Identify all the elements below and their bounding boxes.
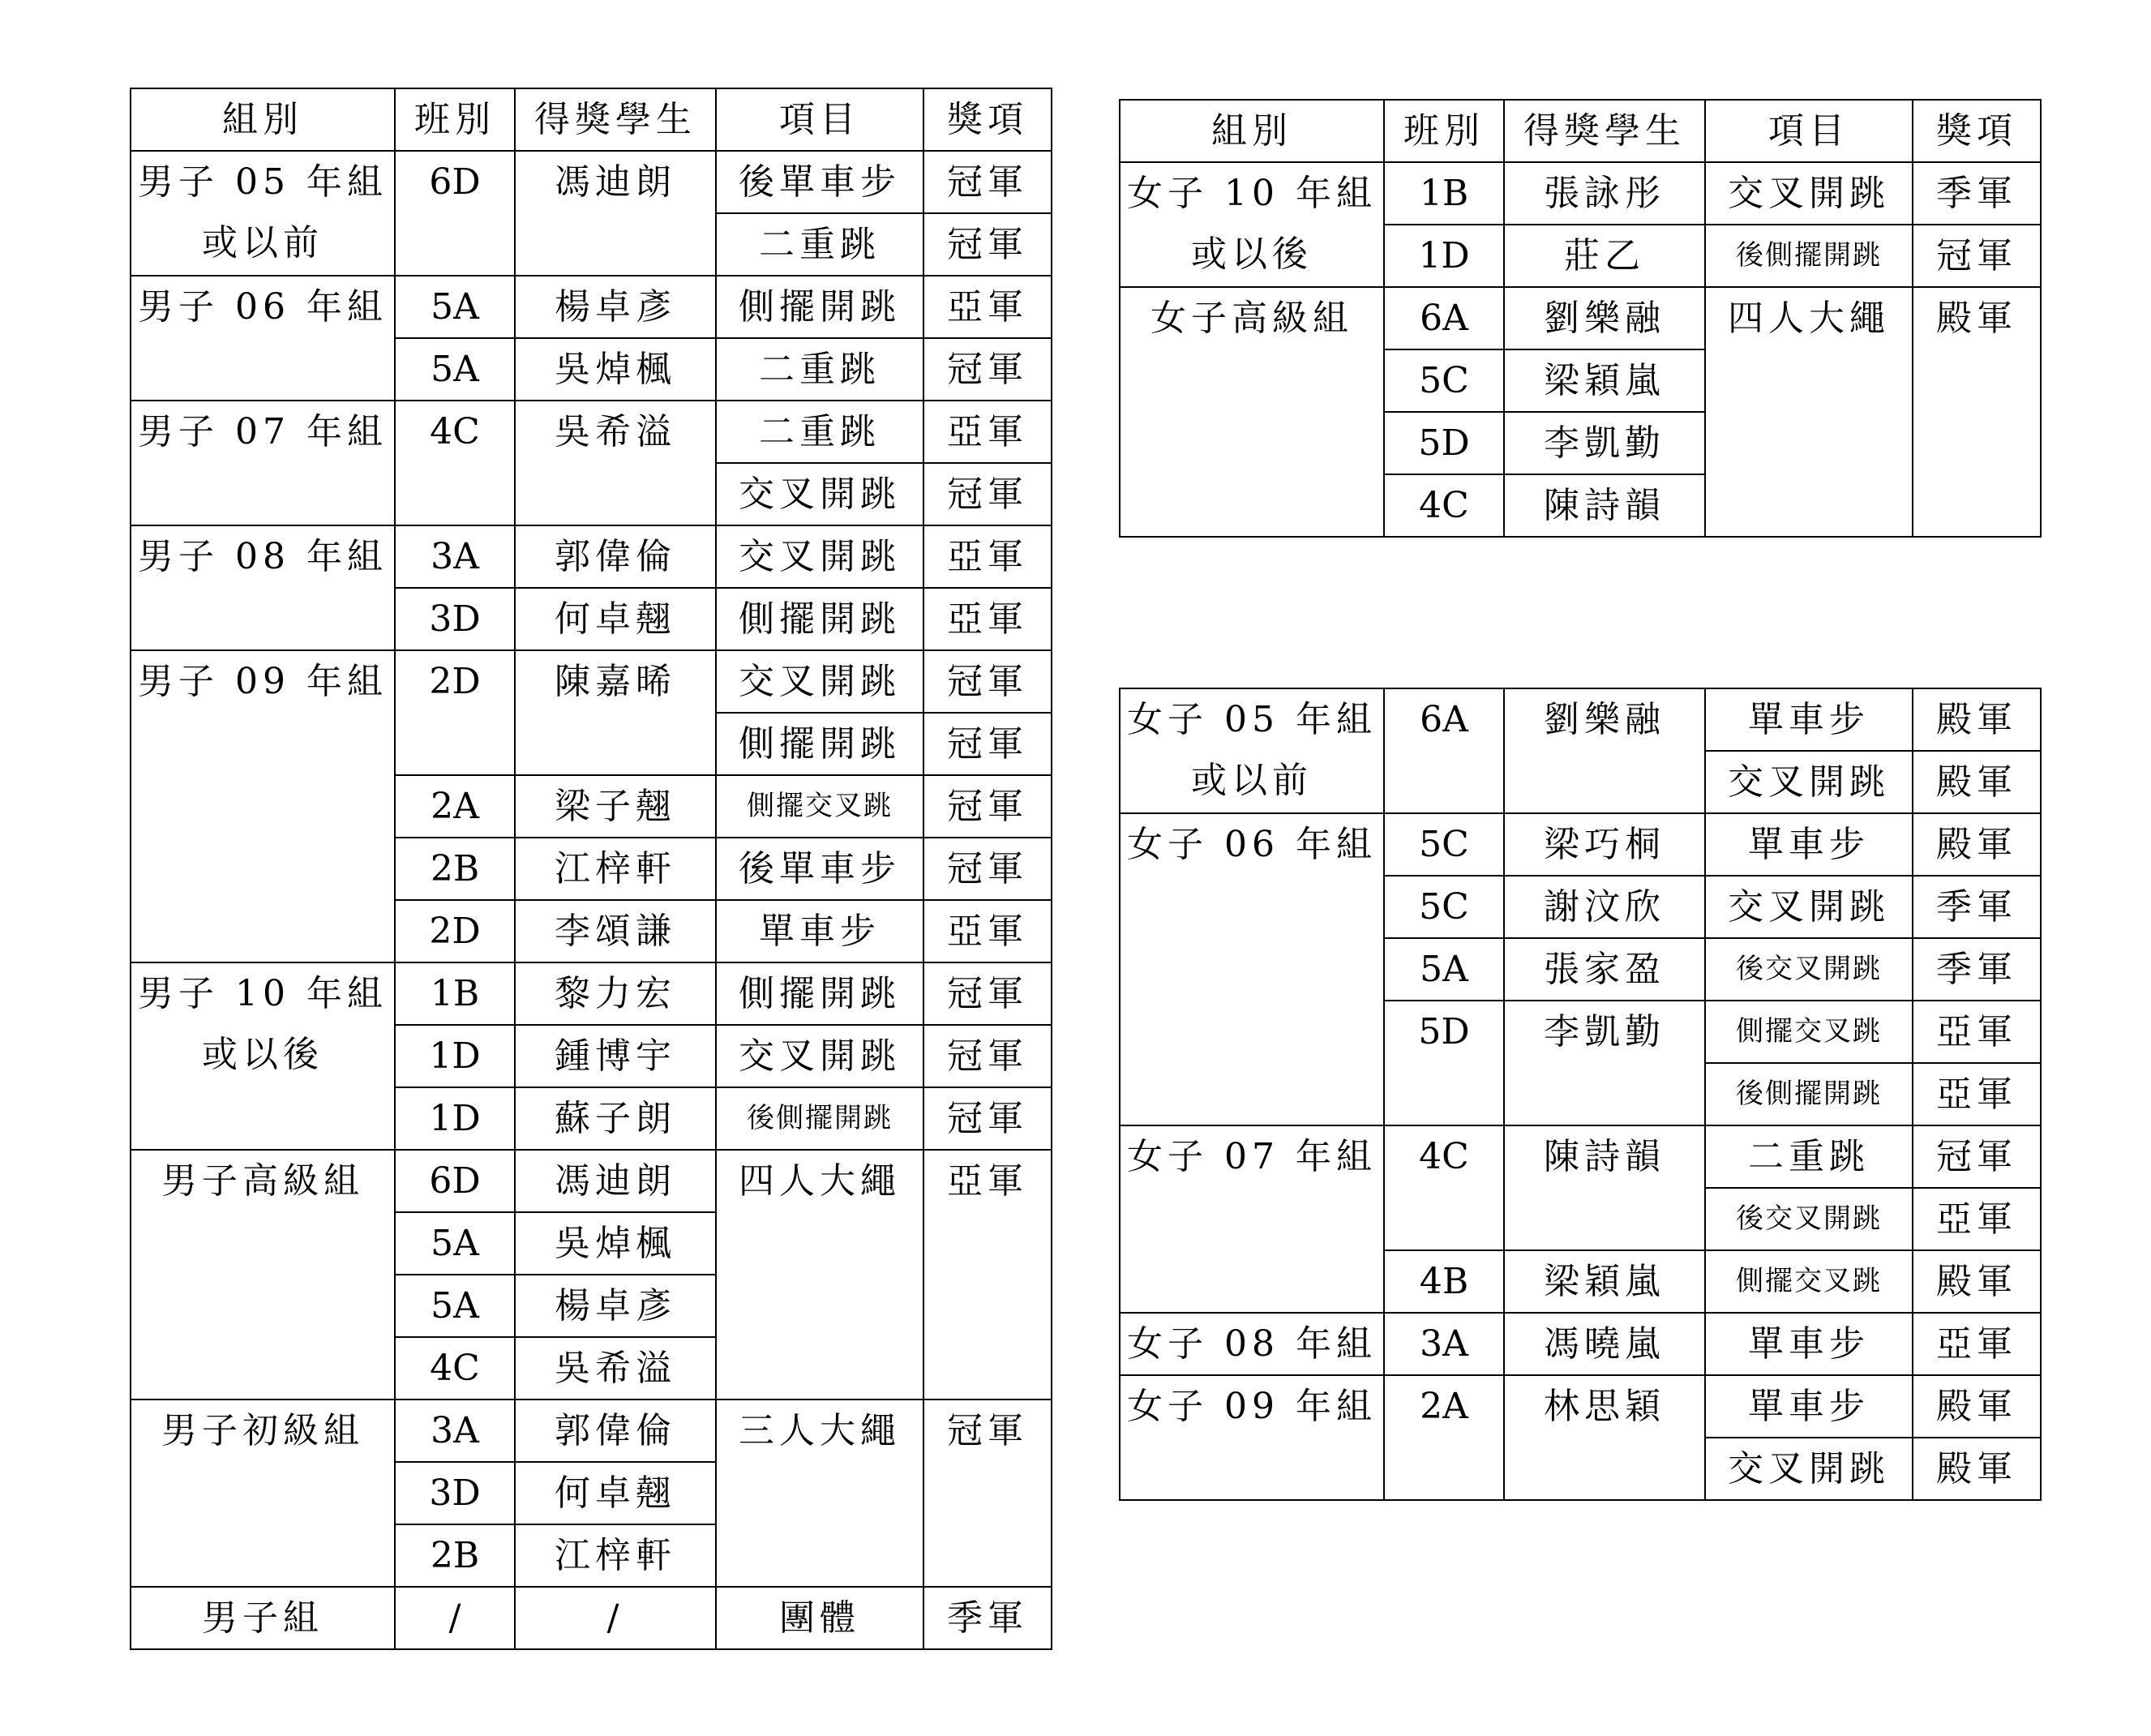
student-cell: 梁穎嵐 [1504, 349, 1705, 412]
event-cell: 交叉開跳 [716, 650, 923, 713]
event-cell: 單車步 [1705, 813, 1913, 876]
class-cell: 2B [395, 1524, 515, 1587]
student-cell: / [515, 1587, 716, 1649]
event-cell: 交叉開跳 [1705, 1438, 1913, 1500]
class-cell: 2D [395, 900, 515, 962]
header-class: 班別 [395, 88, 515, 151]
award-cell: 殿軍 [1913, 688, 2041, 751]
event-cell: 後交叉開跳 [1705, 1188, 1913, 1250]
class-cell: 3A [395, 1400, 515, 1462]
class-cell: 5C [1384, 813, 1504, 876]
student-cell: 郭偉倫 [515, 525, 716, 588]
student-cell: 江梓軒 [515, 838, 716, 900]
event-cell: 單車步 [1705, 1313, 1913, 1375]
award-cell: 殿軍 [1913, 751, 2041, 813]
class-cell: 2B [395, 838, 515, 900]
boys-awards-table [130, 88, 1052, 1650]
student-cell: 張詠彤 [1504, 162, 1705, 225]
award-cell: 冠軍 [1913, 225, 2041, 287]
award-cell: 冠軍 [1913, 1125, 2041, 1188]
award-cell: 冠軍 [923, 151, 1052, 213]
student-cell: 馮曉嵐 [1504, 1313, 1705, 1375]
group-cell [1120, 688, 1384, 813]
event-cell: 交叉開跳 [1705, 162, 1913, 225]
student-cell: 張家盈 [1504, 938, 1705, 1001]
class-cell: 5A [1384, 938, 1504, 1001]
award-cell: 冠軍 [923, 213, 1052, 276]
table-row [1120, 1375, 2041, 1438]
group-label-line2: 或以後 [202, 1034, 324, 1075]
event-cell: 側擺交叉跳 [716, 775, 923, 838]
student-cell: 何卓翹 [515, 588, 716, 650]
class-cell: 5A [395, 1212, 515, 1275]
event-cell: 單車步 [716, 900, 923, 962]
class-cell: 4C [395, 401, 515, 525]
student-cell: 何卓翹 [515, 1462, 716, 1524]
student-cell: 李凱勤 [1504, 412, 1705, 474]
class-cell: / [395, 1587, 515, 1649]
class-cell: 1D [1384, 225, 1504, 287]
header-student: 得獎學生 [1504, 100, 1705, 162]
award-cell: 亞軍 [923, 900, 1052, 962]
group-cell: 男子組 [131, 1587, 395, 1649]
event-cell: 二重跳 [1705, 1125, 1913, 1188]
award-cell: 季軍 [1913, 938, 2041, 1001]
class-cell: 6D [395, 1150, 515, 1212]
event-cell: 側擺開跳 [716, 962, 923, 1025]
award-cell: 殿軍 [1913, 1375, 2041, 1438]
class-cell: 2A [1384, 1375, 1504, 1500]
group-label-line2: 或以前 [202, 222, 324, 264]
student-cell: 郭偉倫 [515, 1400, 716, 1462]
class-cell: 1B [395, 962, 515, 1025]
award-cell: 冠軍 [923, 962, 1052, 1025]
event-cell: 側擺開跳 [716, 588, 923, 650]
student-cell: 楊卓彥 [515, 1275, 716, 1337]
group-cell: 女子高級組 [1120, 287, 1384, 537]
award-cell: 殿軍 [1913, 1438, 2041, 1500]
class-cell: 5A [395, 1275, 515, 1337]
student-cell: 吳希溢 [515, 1337, 716, 1400]
table-row [131, 151, 1052, 213]
student-cell: 陳嘉晞 [515, 650, 716, 775]
award-cell: 季軍 [1913, 162, 2041, 225]
table-row [131, 962, 1052, 1025]
student-cell: 劉樂融 [1504, 688, 1705, 813]
student-cell: 梁巧桐 [1504, 813, 1705, 876]
event-cell: 後交叉開跳 [1705, 938, 1913, 1001]
event-cell: 交叉開跳 [1705, 876, 1913, 938]
header-event: 項目 [1705, 100, 1913, 162]
group-label: 女子 10 年組 [1127, 173, 1377, 214]
student-cell: 吳焯楓 [515, 1212, 716, 1275]
group-cell: 男子高級組 [131, 1150, 395, 1400]
group-cell [1120, 162, 1384, 287]
event-cell: 側擺開跳 [716, 276, 923, 338]
table-row [131, 1150, 1052, 1212]
award-cell: 冠軍 [923, 838, 1052, 900]
class-cell: 6A [1384, 688, 1504, 813]
event-cell: 四人大繩 [1705, 287, 1913, 537]
event-cell: 交叉開跳 [1705, 751, 1913, 813]
header-row [1120, 100, 2041, 162]
group-cell: 男子 07 年組 [131, 401, 395, 525]
class-cell: 5C [1384, 349, 1504, 412]
event-cell: 二重跳 [716, 213, 923, 276]
student-cell: 劉樂融 [1504, 287, 1705, 349]
event-cell: 交叉開跳 [716, 1025, 923, 1087]
event-cell: 四人大繩 [716, 1150, 923, 1400]
event-cell: 後側擺開跳 [1705, 1063, 1913, 1125]
award-cell: 冠軍 [923, 338, 1052, 401]
student-cell: 馮迪朗 [515, 151, 716, 276]
award-cell: 亞軍 [923, 276, 1052, 338]
table-row [131, 401, 1052, 463]
event-cell: 交叉開跳 [716, 525, 923, 588]
table-row [131, 1587, 1052, 1649]
event-cell: 交叉開跳 [716, 463, 923, 525]
student-cell: 梁子翹 [515, 775, 716, 838]
group-label-line2: 或以後 [1191, 234, 1313, 275]
student-cell: 梁穎嵐 [1504, 1250, 1705, 1313]
award-cell: 冠軍 [923, 775, 1052, 838]
group-cell [131, 962, 395, 1150]
class-cell: 4C [1384, 474, 1504, 537]
student-cell: 江梓軒 [515, 1524, 716, 1587]
award-cell: 冠軍 [923, 713, 1052, 775]
award-cell: 季軍 [1913, 876, 2041, 938]
header-row [131, 88, 1052, 151]
event-cell: 側擺開跳 [716, 713, 923, 775]
group-label: 女子 05 年組 [1127, 699, 1377, 740]
event-cell: 團體 [716, 1587, 923, 1649]
header-class: 班別 [1384, 100, 1504, 162]
event-cell: 後單車步 [716, 838, 923, 900]
class-cell: 2D [395, 650, 515, 775]
student-cell: 陳詩韻 [1504, 1125, 1705, 1250]
award-cell: 亞軍 [923, 401, 1052, 463]
class-cell: 4C [395, 1337, 515, 1400]
header-group: 組別 [1120, 100, 1384, 162]
event-cell: 後單車步 [716, 151, 923, 213]
award-cell: 亞軍 [1913, 1313, 2041, 1375]
header-group: 組別 [131, 88, 395, 151]
girls-awards-table-bottom [1119, 688, 2042, 1501]
class-cell: 3D [395, 1462, 515, 1524]
table-row [1120, 1313, 2041, 1375]
student-cell: 黎力宏 [515, 962, 716, 1025]
group-cell: 男子 08 年組 [131, 525, 395, 650]
award-cell: 季軍 [923, 1587, 1052, 1649]
event-cell: 單車步 [1705, 688, 1913, 751]
award-cell: 亞軍 [1913, 1188, 2041, 1250]
table-row [1120, 688, 2041, 751]
event-cell: 二重跳 [716, 401, 923, 463]
class-cell: 5C [1384, 876, 1504, 938]
award-cell: 殿軍 [1913, 287, 2041, 537]
header-award: 獎項 [1913, 100, 2041, 162]
group-cell: 女子 06 年組 [1120, 813, 1384, 1125]
award-cell: 冠軍 [923, 463, 1052, 525]
award-cell: 冠軍 [923, 1400, 1052, 1587]
student-cell: 林思穎 [1504, 1375, 1705, 1500]
class-cell: 4B [1384, 1250, 1504, 1313]
student-cell: 李頌謙 [515, 900, 716, 962]
student-cell: 馮迪朗 [515, 1150, 716, 1212]
table-row [131, 1400, 1052, 1462]
student-cell: 吳希溢 [515, 401, 716, 525]
table-row [1120, 1125, 2041, 1188]
header-award: 獎項 [923, 88, 1052, 151]
class-cell: 4C [1384, 1125, 1504, 1250]
table-row [131, 525, 1052, 588]
event-cell: 後側擺開跳 [716, 1087, 923, 1150]
student-cell: 李凱勤 [1504, 1001, 1705, 1125]
student-cell: 楊卓彥 [515, 276, 716, 338]
class-cell: 6D [395, 151, 515, 276]
event-cell: 單車步 [1705, 1375, 1913, 1438]
group-cell: 女子 07 年組 [1120, 1125, 1384, 1313]
class-cell: 1B [1384, 162, 1504, 225]
event-cell: 三人大繩 [716, 1400, 923, 1587]
group-label: 男子 10 年組 [138, 973, 388, 1014]
award-cell: 冠軍 [923, 650, 1052, 713]
girls-awards-table-top [1119, 99, 2042, 538]
table-row [1120, 162, 2041, 225]
event-cell: 側擺交叉跳 [1705, 1001, 1913, 1063]
award-cell: 亞軍 [923, 525, 1052, 588]
class-cell: 5D [1384, 1001, 1504, 1125]
group-label-line2: 或以前 [1191, 760, 1313, 801]
header-student: 得獎學生 [515, 88, 716, 151]
group-cell: 男子初級組 [131, 1400, 395, 1587]
class-cell: 3A [395, 525, 515, 588]
student-cell: 蘇子朗 [515, 1087, 716, 1150]
group-cell: 女子 09 年組 [1120, 1375, 1384, 1500]
group-cell: 男子 06 年組 [131, 276, 395, 401]
table-row [1120, 813, 2041, 876]
class-cell: 3D [395, 588, 515, 650]
student-cell: 鍾博宇 [515, 1025, 716, 1087]
award-cell: 殿軍 [1913, 813, 2041, 876]
class-cell: 6A [1384, 287, 1504, 349]
award-cell: 亞軍 [1913, 1001, 2041, 1063]
class-cell: 1D [395, 1025, 515, 1087]
group-label: 男子 05 年組 [138, 161, 388, 203]
class-cell: 5D [1384, 412, 1504, 474]
class-cell: 1D [395, 1087, 515, 1150]
student-cell: 謝汶欣 [1504, 876, 1705, 938]
award-cell: 亞軍 [923, 588, 1052, 650]
header-event: 項目 [716, 88, 923, 151]
award-cell: 亞軍 [923, 1150, 1052, 1400]
class-cell: 5A [395, 276, 515, 338]
event-cell: 側擺交叉跳 [1705, 1250, 1913, 1313]
class-cell: 5A [395, 338, 515, 401]
class-cell: 3A [1384, 1313, 1504, 1375]
event-cell: 二重跳 [716, 338, 923, 401]
award-cell: 殿軍 [1913, 1250, 2041, 1313]
award-cell: 冠軍 [923, 1087, 1052, 1150]
award-cell: 冠軍 [923, 1025, 1052, 1087]
class-cell: 2A [395, 775, 515, 838]
table-row [131, 650, 1052, 713]
group-cell: 女子 08 年組 [1120, 1313, 1384, 1375]
student-cell: 吳焯楓 [515, 338, 716, 401]
table-row [1120, 287, 2041, 349]
student-cell: 莊乙 [1504, 225, 1705, 287]
student-cell: 陳詩韻 [1504, 474, 1705, 537]
award-cell: 亞軍 [1913, 1063, 2041, 1125]
event-cell: 後側擺開跳 [1705, 225, 1913, 287]
group-cell [131, 151, 395, 276]
group-cell: 男子 09 年組 [131, 650, 395, 962]
table-row [131, 276, 1052, 338]
